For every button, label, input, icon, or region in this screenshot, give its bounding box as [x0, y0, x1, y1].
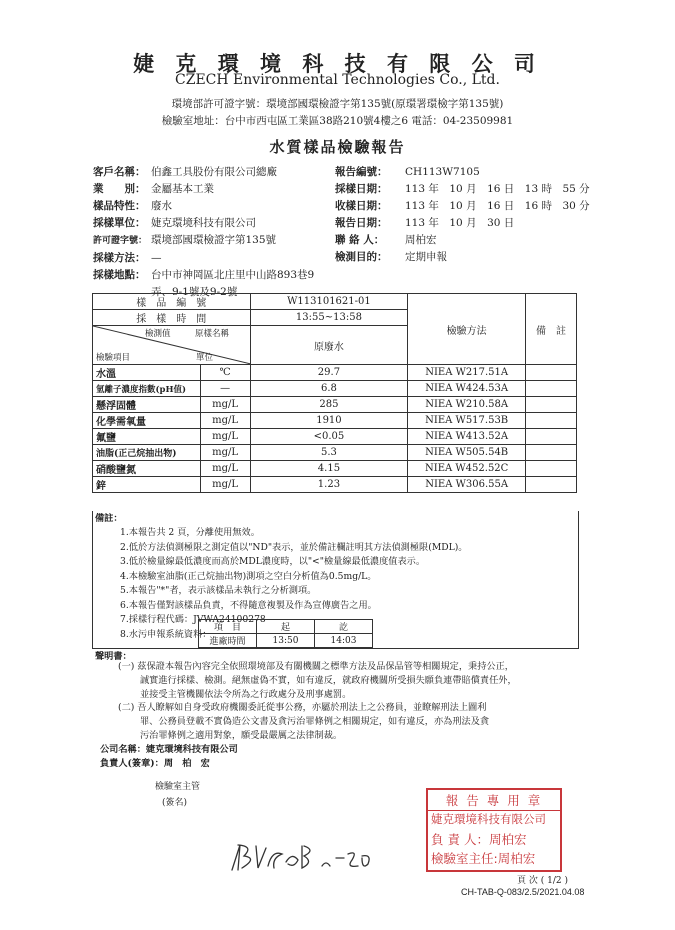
sample-no-label: 樣 品 編 號: [93, 294, 251, 310]
company-name-en: CZECH Environmental Technologies Co., Ltd.: [175, 72, 500, 88]
declaration-line: (一) 茲保證本報告內容完全依照環境部及有關機關之標準方法及品保品管等相關規定，秉持公正，: [118, 661, 514, 672]
table-row: 懸浮固體 mg/L 285 NIEA W210.58A: [93, 397, 577, 413]
table-row: 硝酸鹽氮 mg/L 4.15 NIEA W452.52C: [93, 461, 577, 477]
note-item: 1.本報告共 2 頁，分離使用無效。: [120, 527, 260, 538]
sample-time: 13:55~13:58: [250, 310, 408, 326]
info-left: [93, 164, 314, 301]
license-line: 環境部許可證字號：環境部國環檢證字第135號(原環署環檢字第135號): [171, 98, 504, 110]
info-row: 弄、9-1號及9-2號: [151, 286, 238, 298]
info-row: 採樣日期： 113 年 10 月 16 日 13 時 55 分: [335, 183, 590, 195]
declaration-line: (二) 吾人瞭解如自身受政府機關委託從事公務，亦屬於刑法上之公務員，並瞭解刑法上圖利: [118, 702, 487, 714]
sample-time-label: 採 樣 時 間: [93, 310, 251, 326]
table-row: 鋅 mg/L 1.23 NIEA W306.55A: [93, 477, 577, 493]
handwritten-signature: [228, 840, 378, 875]
diagonal-header-cell: [93, 326, 251, 365]
note-item: 7.採樣行程代碼：JVWA24100278: [120, 614, 266, 625]
declaration-body: [118, 660, 517, 743]
declaration-title: 聲明書：: [95, 651, 132, 662]
info-row: 採樣地點： 台中市神岡區北庄里中山路893巷9: [93, 269, 315, 281]
info-row: 聯 絡 人： 周柏宏: [335, 234, 437, 246]
info-row: 報告日期： 113 年 10 月 30 日: [335, 217, 515, 229]
table-row: 氟鹽 mg/L <0.05 NIEA W413.52A: [93, 429, 577, 445]
table-row: 水溫 ℃ 29.7 NIEA W217.51A: [93, 365, 577, 381]
info-row: 採樣方法： —: [93, 252, 162, 264]
note-item: 8.水污申報系統資料：: [120, 628, 212, 640]
report-seal-stamp: [426, 788, 562, 872]
sample-name-label: 原樣名稱: [195, 329, 230, 339]
item-label: 檢驗項目: [96, 353, 131, 363]
info-row: 業 別： 金屬基本工業: [93, 183, 214, 195]
signoff-sign-label: (簽名): [162, 798, 188, 808]
signoff-person: 負責人(簽章)：周 柏 宏: [100, 758, 210, 769]
note-item: 6.本報告僅對該樣品負責，不得隨意複製及作為宣傳廣告之用。: [120, 599, 377, 611]
info-row: 檢測目的： 定期申報: [335, 251, 447, 263]
info-row: 報告編號： CH113W7105: [335, 166, 480, 178]
info-row: 客戶名稱： 伯鑫工具股份有限公司總廠: [93, 166, 277, 178]
page-number: 頁 次 ( 1/2 ): [517, 876, 568, 886]
table-row: 氫離子濃度指數(pH值) — 6.8 NIEA W424.53A: [93, 381, 577, 397]
stamp-line: 婕克環境科技有限公司: [431, 812, 546, 826]
table-row: 進廠時間 13:50 14:03: [199, 634, 373, 648]
entry-time-table: [198, 619, 373, 648]
method-header: 檢驗方法: [408, 294, 526, 365]
declaration-line: 誠實進行採樣、檢測。絕無虛偽不實，如有違反，就政府機關所受損失願負連帶賠償責任外，: [140, 674, 517, 686]
notes-title: 備註：: [95, 513, 123, 524]
stamp-line: 檢驗室主任:周柏宏: [431, 851, 536, 866]
company-name-cn: 婕 克 環 境 科 技 有 限 公 司: [133, 51, 542, 76]
info-right: [335, 164, 590, 266]
note-item: 4.本檢驗室油脂(正己烷抽出物)測項之空白分析值為0.5mg/L。: [120, 570, 377, 582]
note-item: 3.低於檢量線最低濃度而高於MDL濃度時，以"<"檢量線最低濃度值表示。: [120, 556, 426, 567]
table-row: [93, 294, 577, 310]
unit-label: 單位: [196, 353, 214, 363]
form-code: CH-TAB-Q-083/2.5/2021.04.08: [461, 887, 585, 897]
table-row: 化學需氧量 mg/L 1910 NIEA W517.53B: [93, 413, 577, 429]
note-item: 2.低於方法偵測極限之測定值以"ND"表示，並於備註欄註明其方法偵測極限(MDL)。: [120, 541, 468, 553]
report-title: 水質樣品檢驗報告: [269, 138, 406, 156]
remark-header: 備 註: [526, 294, 577, 365]
table-row: 項 目 起 訖: [199, 620, 373, 634]
info-row: 樣品特性： 廢水: [93, 200, 172, 212]
stamp-line: 報 告 專 用 章: [428, 791, 560, 811]
signoff-company: 公司名稱：婕克環境科技有限公司: [100, 744, 238, 755]
signoff-lab-head: 檢驗室主管: [155, 782, 201, 792]
sample-name: 原廢水: [250, 326, 408, 365]
detect-label: 檢測值: [145, 329, 171, 339]
declaration-line: 並接受主管機關依法令所為之行政處分及刑事處罰。: [140, 688, 352, 700]
declaration-line: 罪、公務員登載不實偽造公文書及貪污治罪條例之相關規定，如有違反，亦為刑法及貪: [140, 716, 490, 728]
info-row: 許可證字號： 環境部國環檢證字第135號: [93, 234, 277, 246]
info-row: 收樣日期： 113 年 10 月 16 日 16 時 30 分: [335, 200, 590, 212]
declaration-line: 污治罪條例之適用對象，願受最嚴厲之法律制裁。: [140, 729, 343, 741]
info-row: 採樣單位： 婕克環境科技有限公司: [93, 217, 256, 229]
note-item: 5.本報告"*"者，表示該樣品未執行之分析測項。: [120, 585, 317, 596]
sample-no: W113101621-01: [250, 294, 408, 310]
lab-address-line: 檢驗室地址：台中市西屯區工業區38路210號4樓之6 電話：04-23509981: [161, 115, 514, 127]
table-row: 油脂(正己烷抽出物) mg/L 5.3 NIEA W505.54B: [93, 445, 577, 461]
stamp-line: 負 責 人：周柏宏: [431, 832, 527, 847]
results-table: [92, 293, 577, 493]
